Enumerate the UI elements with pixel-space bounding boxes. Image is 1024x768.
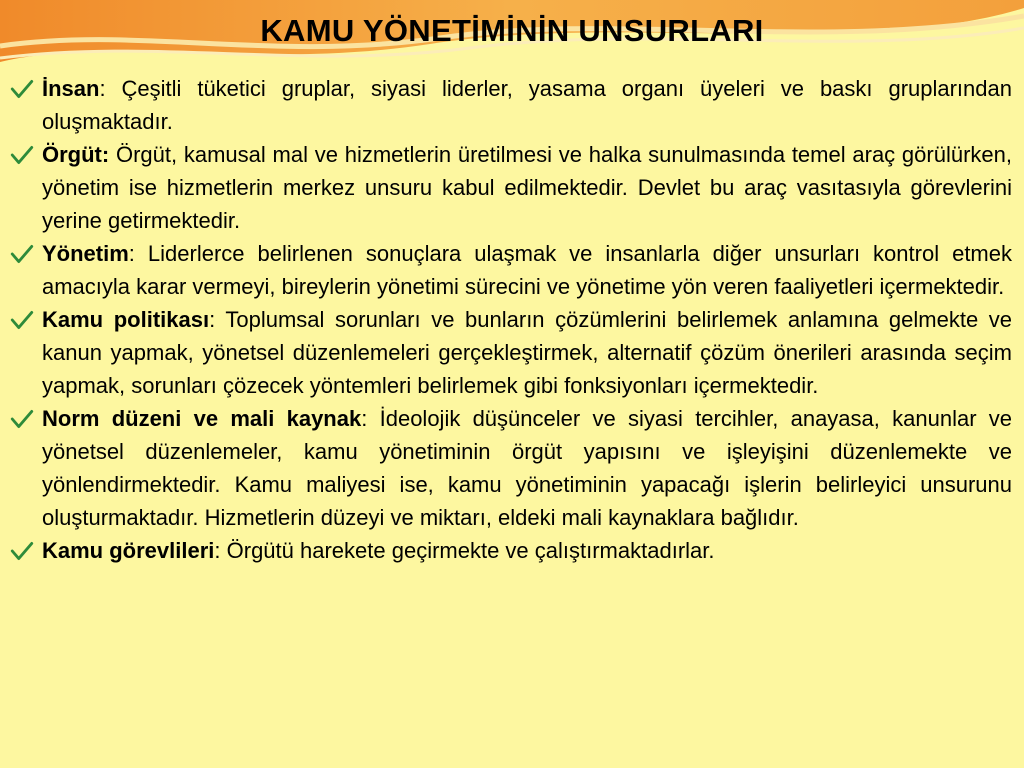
check-mark-icon xyxy=(9,142,35,168)
item-separator: : xyxy=(99,76,122,101)
list-item xyxy=(9,237,1012,303)
item-term: Yönetim xyxy=(42,241,129,266)
item-separator xyxy=(109,142,116,167)
item-term: İnsan xyxy=(42,76,100,101)
item-term: Kamu politikası xyxy=(42,307,210,332)
bullet-list xyxy=(9,72,1012,567)
list-item xyxy=(9,534,1012,567)
item-text: Toplumsal sorunları ve bunların çözümlerini belirlemek anlamına gelmekte ve kanun yapmak, yönetsel düzenlemeleri gerçekleştirmek, alternatif çözüm önerileri arasında seçim yapmak, sorunları çözecek yöntemleri belirlemek gibi fonksiyonları içermektedir. xyxy=(42,307,1013,398)
item-text: Örgüt, kamusal mal ve hizmetlerin üretilmesi ve halka sunulmasında temel araç görülürken, yönetim ise hizmetlerin merkez unsuru kabul edilmektedir. Devlet bu araç vasıtasıyla görevlerini yerine getirmektedir. xyxy=(42,142,1012,233)
list-item xyxy=(9,138,1012,237)
item-text: Çeşitli tüketici gruplar, siyasi liderler, yasama organı üyeleri ve baskı gruplarından oluşmaktadır. xyxy=(42,76,1012,134)
check-mark-icon xyxy=(9,406,35,432)
item-separator: : xyxy=(128,241,148,266)
item-term: Örgüt: xyxy=(42,142,110,167)
item-text: İdeolojik düşünceler ve siyasi tercihler, anayasa, kanunlar ve yönetsel düzenlemeler, kamu yönetiminin örgüt yapısını ve işleyişini düzenlemekte ve yönlendirmektedir. Kamu maliyesi ise, kamu yönetiminin yapacağı işlerin belirleyici unsurunu oluşturmaktadır. Hizmetlerin düzeyi ve miktarı, eldeki mali kaynaklara bağlıdır. xyxy=(42,406,1013,530)
check-mark-icon xyxy=(9,76,35,102)
list-item xyxy=(9,402,1012,534)
list-item xyxy=(9,303,1012,402)
item-separator: : xyxy=(361,406,380,431)
item-separator: : xyxy=(214,538,227,563)
list-item xyxy=(9,72,1012,138)
item-term: Norm düzeni ve mali kaynak xyxy=(42,406,362,431)
check-mark-icon xyxy=(9,241,35,267)
item-text: Liderlerce belirlenen sonuçlara ulaşmak ve insanlarla diğer unsurları kontrol etmek amacıyla karar vermeyi, bireylerin yönetimi sürecini ve yönetime yön veren faaliyetleri içermektedir. xyxy=(42,241,1012,299)
check-mark-icon xyxy=(9,307,35,333)
item-separator: : xyxy=(209,307,226,332)
slide-title: KAMU YÖNETİMİNİN UNSURLARI xyxy=(260,13,764,48)
item-text: Örgütü harekete geçirmekte ve çalıştırmaktadırlar. xyxy=(226,538,715,563)
check-mark-icon xyxy=(9,538,35,564)
item-term: Kamu görevlileri xyxy=(42,538,215,563)
